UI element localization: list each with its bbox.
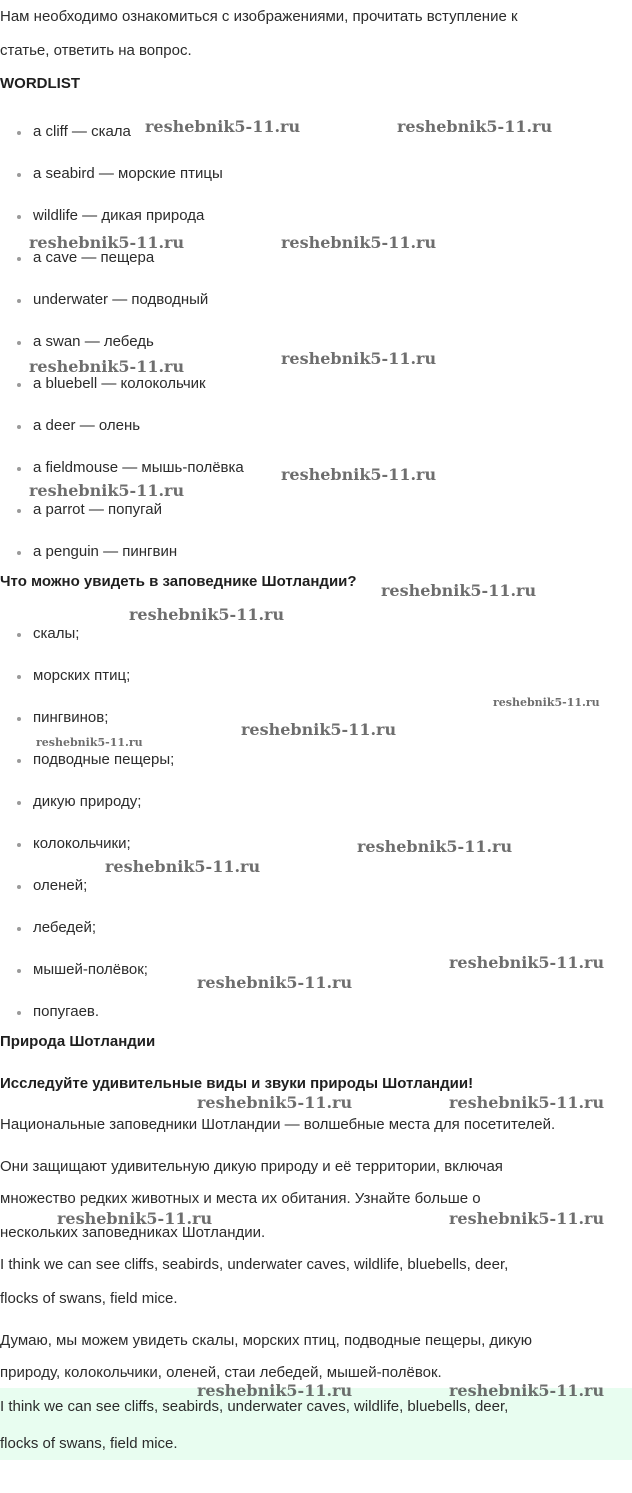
answer-item: пингвинов; — [33, 709, 109, 726]
watermark: reshebnik5-11.ru — [449, 953, 605, 972]
watermark: reshebnik5-11.ru — [36, 736, 143, 749]
wordlist-item: a fieldmouse — мышь-полёвка — [33, 459, 244, 476]
article-title: Природа Шотландии — [0, 1033, 156, 1050]
bullet-icon — [17, 383, 21, 387]
bullet-icon — [17, 131, 21, 135]
answer-item: мышей-полёвок; — [33, 961, 148, 978]
answer-item: колокольчики; — [33, 835, 131, 852]
article-subtitle: Исследуйте удивительные виды и звуки природы Шотландии! — [0, 1075, 474, 1092]
article-body-line: множество редких животных и места их обитания. Узнайте больше о — [0, 1190, 481, 1207]
watermark: reshebnik5-11.ru — [197, 973, 353, 992]
question-heading: Что можно увидеть в заповеднике Шотландии? — [0, 573, 357, 590]
bullet-icon — [17, 215, 21, 219]
wordlist-item: a cave — пещера — [33, 249, 155, 266]
bullet-icon — [17, 717, 21, 721]
wordlist-item: wildlife — дикая природа — [33, 207, 205, 224]
intro-line-2: статье, ответить на вопрос. — [0, 42, 192, 59]
bullet-icon — [17, 1011, 21, 1015]
bullet-icon — [17, 633, 21, 637]
watermark: reshebnik5-11.ru — [197, 1093, 353, 1112]
watermark: reshebnik5-11.ru — [145, 117, 301, 136]
bullet-icon — [17, 969, 21, 973]
watermark: reshebnik5-11.ru — [281, 465, 437, 484]
wordlist-heading: WORDLIST — [0, 75, 80, 92]
bullet-icon — [17, 467, 21, 471]
watermark: reshebnik5-11.ru — [29, 233, 185, 252]
wordlist-item: a seabird — морские птицы — [33, 165, 223, 182]
bullet-icon — [17, 675, 21, 679]
bullet-icon — [17, 425, 21, 429]
bullet-icon — [17, 885, 21, 889]
watermark: reshebnik5-11.ru — [197, 1381, 353, 1400]
intro-line-1: Нам необходимо ознакомиться с изображениями, прочитать вступление к — [0, 8, 518, 25]
watermark: reshebnik5-11.ru — [449, 1093, 605, 1112]
wordlist-item: a cliff — скала — [33, 123, 131, 140]
article-body-line: Они защищают удивительную дикую природу и её территории, включая — [0, 1158, 503, 1175]
bullet-icon — [17, 299, 21, 303]
article-body-line: нескольких заповедниках Шотландии. — [0, 1224, 266, 1241]
watermark: reshebnik5-11.ru — [129, 605, 285, 624]
wordlist-item: a deer — олень — [33, 417, 141, 434]
watermark: reshebnik5-11.ru — [57, 1209, 213, 1228]
wordlist-item: a parrot — попугай — [33, 501, 162, 518]
wordlist-item: a bluebell — колокольчик — [33, 375, 206, 392]
watermark: reshebnik5-11.ru — [241, 720, 397, 739]
russian-answer-line: Думаю, мы можем увидеть скалы, морских птиц, подводные пещеры, дикую — [0, 1332, 533, 1349]
bullet-icon — [17, 509, 21, 513]
bullet-icon — [17, 927, 21, 931]
wordlist-item: a penguin — пингвин — [33, 543, 178, 560]
article-body-line: Национальные заповедники Шотландии — волшебные места для посетителей. — [0, 1116, 556, 1133]
watermark: reshebnik5-11.ru — [449, 1381, 605, 1400]
bullet-icon — [17, 843, 21, 847]
watermark: reshebnik5-11.ru — [105, 857, 261, 876]
bullet-icon — [17, 801, 21, 805]
bullet-icon — [17, 551, 21, 555]
watermark: reshebnik5-11.ru — [449, 1209, 605, 1228]
answer-item: морских птиц; — [33, 667, 131, 684]
answer-item: дикую природу; — [33, 793, 142, 810]
russian-answer-line: природу, колокольчики, оленей, стаи лебедей, мышей-полёвок. — [0, 1364, 442, 1381]
wordlist-item: underwater — подводный — [33, 291, 209, 308]
answer-item: скалы; — [33, 625, 80, 642]
bullet-icon — [17, 173, 21, 177]
english-answer-line: I think we can see cliffs, seabirds, underwater caves, wildlife, bluebells, deer, — [0, 1256, 509, 1273]
english-answer-line: flocks of swans, field mice. — [0, 1290, 178, 1307]
answer-item: попугаев. — [33, 1003, 100, 1020]
watermark: reshebnik5-11.ru — [493, 696, 600, 709]
highlighted-answer-line: I think we can see cliffs, seabirds, underwater caves, wildlife, bluebells, deer, — [0, 1398, 509, 1415]
watermark: reshebnik5-11.ru — [357, 837, 513, 856]
bullet-icon — [17, 759, 21, 763]
answer-item: оленей; — [33, 877, 88, 894]
watermark: reshebnik5-11.ru — [29, 481, 185, 500]
watermark: reshebnik5-11.ru — [281, 233, 437, 252]
highlighted-answer-line: flocks of swans, field mice. — [0, 1435, 178, 1452]
wordlist-item: a swan — лебедь — [33, 333, 154, 350]
watermark: reshebnik5-11.ru — [29, 357, 185, 376]
bullet-icon — [17, 341, 21, 345]
answer-item: подводные пещеры; — [33, 751, 175, 768]
watermark: reshebnik5-11.ru — [381, 581, 537, 600]
answer-item: лебедей; — [33, 919, 97, 936]
watermark: reshebnik5-11.ru — [397, 117, 553, 136]
bullet-icon — [17, 257, 21, 261]
watermark: reshebnik5-11.ru — [281, 349, 437, 368]
